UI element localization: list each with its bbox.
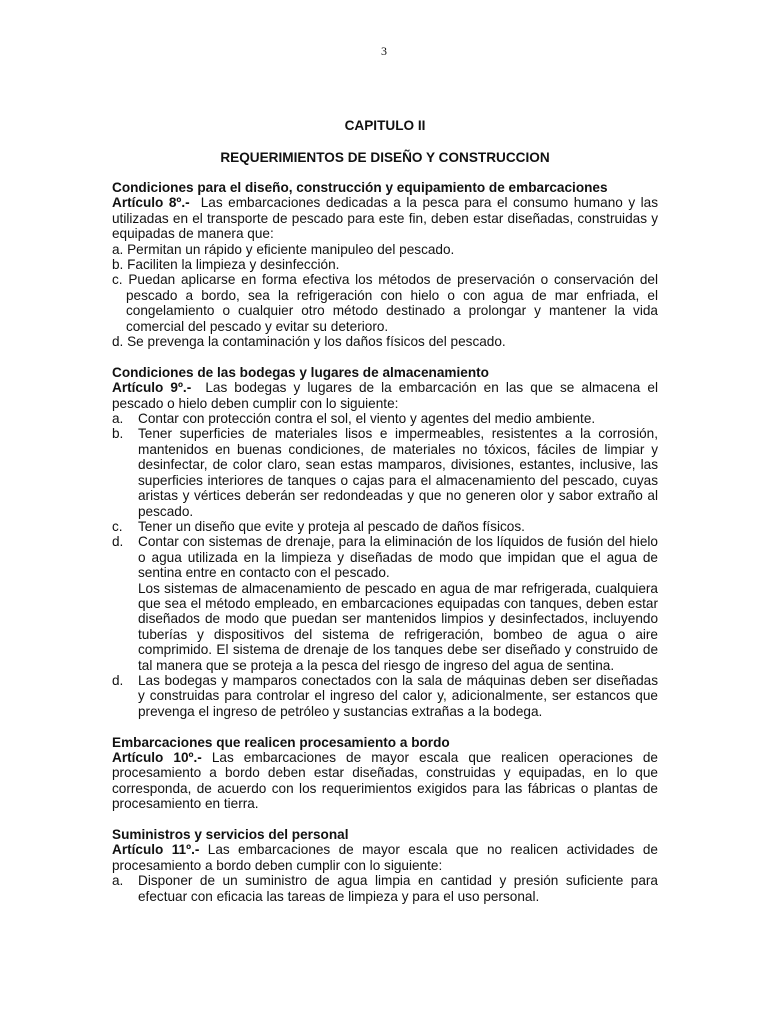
list-item xyxy=(112,873,658,904)
article-paragraph xyxy=(112,842,662,873)
section-heading: Condiciones para el diseño, construcción y equipamiento de embarcaciones xyxy=(112,180,608,195)
article-label: Artículo 9º.- xyxy=(112,380,192,396)
list-text: Las bodegas y mamparos conectados con la sala de máquinas deben ser diseñadas y construidas para controlar el ingreso del calor y, adicionalmente, ser estancos que prevenga el ingreso de petróleo y sustancias extrañas a la bodega. xyxy=(138,672,658,719)
list-text: Tener superficies de materiales lisos e impermeables, resistentes a la corrosión, mantenidos en buenas condiciones, de materiales no tóxicos, fáciles de limpiar y desinfectar, de color claro, sean estas mamparos, divisiones, estantes, inclusive, las superficies interiores de tanques o cajas para el almacenamiento del pescado, cuyas aristas y vértices deberán ser redondeadas y que no generen olor y sabor extraño al pescado. xyxy=(138,426,658,519)
article-label: Artículo 8º.- xyxy=(112,195,190,211)
list-item: d. Se prevenga la contaminación y los daños físicos del pescado. xyxy=(112,334,506,350)
article-label: Artículo 11º.- xyxy=(112,842,200,858)
article-label: Artículo 10º.- xyxy=(112,750,202,765)
list-marker: b. xyxy=(112,426,124,442)
list-marker: d. xyxy=(112,672,124,688)
list-marker: d. xyxy=(112,534,124,550)
section-article-8 xyxy=(112,180,662,350)
list-item: a. Permitan un rápido y eficiente manipuleo del pescado. xyxy=(112,241,455,257)
section-heading: Condiciones de las bodegas y lugares de almacenamiento xyxy=(112,364,489,380)
article-paragraph xyxy=(112,750,662,812)
chapter-title: CAPITULO II xyxy=(344,118,426,133)
list-item: c. Puedan aplicarse en forma efectiva los métodos de preservación o conservación del pescado a bordo, sea la refrigeración con hielo o con agua de mar enfriada, el congelamiento o cualquier otro método destinado a prolongar y mantener la vida comercial del pescado y evitar su deterioro. xyxy=(112,272,658,334)
section-article-11 xyxy=(112,827,662,904)
list-item xyxy=(112,519,658,534)
list-marker: a. xyxy=(112,411,124,427)
section-heading: Suministros y servicios del personal xyxy=(112,827,349,843)
document-body xyxy=(112,180,662,919)
article-text: Las bodegas y lugares de la embarcación en las que se almacena el pescado o hielo deben cumplir con lo siguiente: xyxy=(112,380,662,411)
section-heading: Embarcaciones que realicen procesamiento a bordo xyxy=(112,734,450,750)
list-text: Tener un diseño que evite y proteja al pescado de daños físicos. xyxy=(138,518,525,534)
list-item xyxy=(112,534,658,580)
list-continuation: Los sistemas de almacenamiento de pescado en agua de mar refrigerada, cualquiera que sea el método empleado, en embarcaciones equipadas con tanques, deben estar diseñados de modo que puedan ser mantenidos limpios y desinfectados, incluyendo tuberías y dispositivos del sistema de refrigeración, bombeo de agua o aire comprimido. El sistema de drenaje de los tanques debe ser diseñado y construido de tal manera que se proteja a la pesca del riesgo de ingreso del agua de sentina. xyxy=(138,580,658,673)
list-item xyxy=(112,673,658,719)
chapter-subtitle: REQUERIMIENTOS DE DISEÑO Y CONSTRUCCION xyxy=(220,150,550,165)
list-item xyxy=(112,426,658,518)
section-article-10 xyxy=(112,734,662,812)
list-text: Contar con protección contra el sol, el viento y agentes del medio ambiente. xyxy=(138,411,596,427)
list-item xyxy=(112,411,658,426)
page-number: 3 xyxy=(381,44,387,58)
list-marker: c. xyxy=(112,518,123,534)
list-text: Contar con sistemas de drenaje, para la eliminación de los líquidos de fusión del hielo o agua utilizada en la limpieza y diseñadas de modo que impidan que el agua de sentina entre en contacto con el pescado. xyxy=(138,534,658,581)
list-text: Disponer de un suministro de agua limpia en cantidad y presión suficiente para efectuar con eficacia las tareas de limpieza y para el uso personal. xyxy=(138,873,658,904)
article-list xyxy=(112,873,658,904)
article-list xyxy=(112,411,658,719)
list-item: b. Faciliten la limpieza y desinfección. xyxy=(112,257,340,273)
list-marker: a. xyxy=(112,873,124,889)
section-article-9 xyxy=(112,364,662,719)
article-paragraph xyxy=(112,380,662,411)
article-list xyxy=(112,242,658,350)
article-paragraph xyxy=(112,195,662,242)
article-text: Las embarcaciones dedicadas a la pesca para el consumo humano y las utilizadas en el transporte de pescado para este fin, deben estar diseñadas, construidas y equipadas de manera que: xyxy=(112,195,662,242)
article-text: Las embarcaciones de mayor escala que realicen operaciones de procesamiento a bordo deben estar diseñadas, construidas y equipadas, en lo que corresponda, de acuerdo con los requerimientos exigidos para las fábricas o plantas de procesamiento en tierra. xyxy=(112,750,662,812)
article-text: Las embarcaciones de mayor escala que no realicen actividades de procesamiento a bordo deben cumplir con lo siguiente: xyxy=(112,842,662,873)
